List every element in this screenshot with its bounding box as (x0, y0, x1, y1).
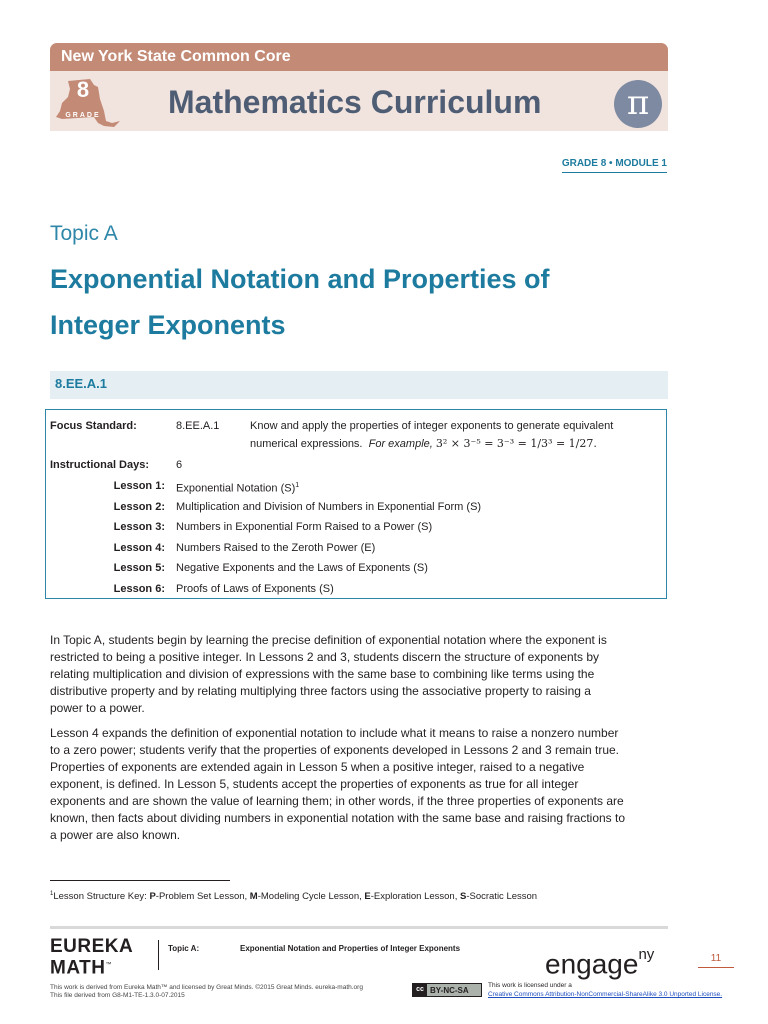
topic-title (50, 256, 650, 348)
lesson-title (176, 479, 299, 496)
focus-standard-table (45, 409, 667, 599)
lesson-label: Lesson 6: (113, 583, 165, 595)
instructional-days-value: 6 (176, 459, 183, 471)
footnote-text: -Modeling Cycle Lesson, (257, 891, 365, 903)
page-number: 11 (698, 953, 734, 968)
grade-number: 8 (76, 77, 90, 102)
text-line: In Topic A, students begin by learning the precise definition of exponential notation where the exponent is (50, 633, 607, 647)
lesson-label: Lesson 5: (113, 562, 165, 574)
focus-text-example: For example, (368, 438, 433, 450)
footer-topic-label: Topic A: (168, 944, 200, 953)
lesson-title: Multiplication and Division of Numbers in Exponential Form (S) (176, 501, 482, 513)
cc-icon: cc (413, 984, 427, 996)
lesson-label: Lesson 4: (113, 542, 165, 554)
footnote-text: -Exploration Lesson, (370, 891, 460, 903)
focus-standard-code: 8.EE.A.1 (176, 420, 220, 432)
lesson-title-text: Exponential Notation (S) (176, 482, 296, 495)
footnote-marker: 1 (50, 891, 54, 897)
eureka-logo-math: MATH (50, 957, 106, 979)
text-line: Lesson 4 expands the definition of exponential notation to include what it means to raise a nonzero number (50, 726, 619, 740)
text-line: known, then facts about dividing numbers in exponential notation with the same base and raising fractions to (50, 811, 626, 825)
text-line: power to a power. (50, 701, 145, 715)
footer-file-id: This file derived from G8-M1-TE-1.3.0-07.2015 (50, 992, 185, 999)
engage-sup: ny (638, 946, 655, 963)
body-paragraph (50, 725, 670, 844)
topic-title-line2: Integer Exponents (50, 310, 286, 340)
footer-divider-bar (50, 926, 668, 929)
focus-text-a: numerical expressions. (250, 438, 363, 450)
lesson-label: Lesson 3: (113, 521, 165, 533)
text-line: Properties of exponents are extended again in Lesson 5 when a positive integer, raised to a negative (50, 760, 585, 774)
engageny-logo (545, 944, 654, 979)
footnote-text: -Problem Set Lesson, (155, 891, 250, 903)
standard-tag (50, 371, 668, 399)
header-banner: New York State Common Core (50, 43, 668, 71)
focus-standard-text-line2 (250, 437, 597, 451)
eureka-logo-tm: ™ (105, 962, 112, 968)
cc-badge-text: BY-NC-SA (430, 986, 469, 995)
text-line: to a zero power; students verify that the properties of exponents developed in Lessons 2 and 3 remain true. (50, 743, 620, 757)
focus-standard-label: Focus Standard: (50, 420, 137, 432)
topic-title-line1: Exponential Notation and Properties of (50, 264, 550, 294)
footer-credit: This work is derived from Eureka Math™ and licensed by Great Minds. ©2015 Great Minds. eureka-math.org (50, 984, 363, 991)
footnote (50, 888, 537, 903)
key-s: S (459, 891, 467, 903)
lesson-title: Numbers Raised to the Zeroth Power (E) (176, 542, 376, 554)
text-line: a power are also known. (50, 828, 181, 842)
pi-icon: π (614, 80, 662, 128)
module-label: GRADE 8 • MODULE 1 (562, 158, 667, 173)
topic-label: Topic A (50, 222, 118, 245)
key-e: E (364, 891, 371, 903)
instructional-days-label: Instructional Days: (50, 459, 150, 471)
text-line: relating multiplication and division of expressions with the same base to combining like terms using the (50, 667, 595, 681)
text-line: distributive property and by relating multiplying three factors using the associative property to raising a (50, 684, 591, 698)
key-m: M (249, 891, 258, 903)
curriculum-title: Mathematics Curriculum (168, 84, 542, 120)
footer-topic-title: Exponential Notation and Properties of Integer Exponents (240, 944, 461, 953)
eureka-logo-line2 (50, 956, 133, 977)
license-text: This work is licensed under a (488, 982, 572, 989)
focus-math-expression: 3² × 3⁻⁵ = 3⁻³ = 1/3³ = 1/27. (435, 437, 597, 450)
license-link[interactable]: Creative Commons Attribution-NonCommercial-ShareAlike 3.0 Unported License. (488, 991, 723, 998)
grade-word: GRADE (65, 112, 101, 119)
text-line: restricted to being a positive integer. In Lessons 2 and 3, students discern the structure of exponents by (50, 650, 599, 664)
lesson-label: Lesson 2: (113, 501, 165, 513)
footnote-divider (50, 880, 230, 881)
engage-text: engage (545, 948, 639, 980)
eureka-math-logo (50, 938, 133, 977)
lesson-title: Proofs of Laws of Exponents (S) (176, 583, 334, 595)
standard-code: 8.EE.A.1 (55, 376, 108, 391)
text-line: exponents and are shown the value of learning them; in other words, if the three properties of exponents are (50, 794, 624, 808)
footnote-text: Lesson Structure Key: (53, 891, 150, 903)
lesson-title: Negative Exponents and the Laws of Exponents (S) (176, 562, 428, 574)
focus-standard-text: Know and apply the properties of integer exponents to generate equivalent (250, 420, 614, 432)
key-p: P (149, 891, 156, 903)
eureka-logo-line1: EUREKA (50, 936, 134, 957)
text-line: exponent, is defined. In Lesson 5, students accept the properties of exponents as true for all integer (50, 777, 579, 791)
cc-license-badge[interactable] (412, 983, 482, 997)
footnote-ref: 1 (295, 482, 300, 489)
footnote-text: -Socratic Lesson (466, 891, 538, 903)
intro-paragraph (50, 632, 670, 717)
lesson-title: Numbers in Exponential Form Raised to a Power (S) (176, 521, 433, 533)
lesson-label: Lesson 1: (113, 480, 165, 492)
footer-divider (158, 940, 159, 970)
